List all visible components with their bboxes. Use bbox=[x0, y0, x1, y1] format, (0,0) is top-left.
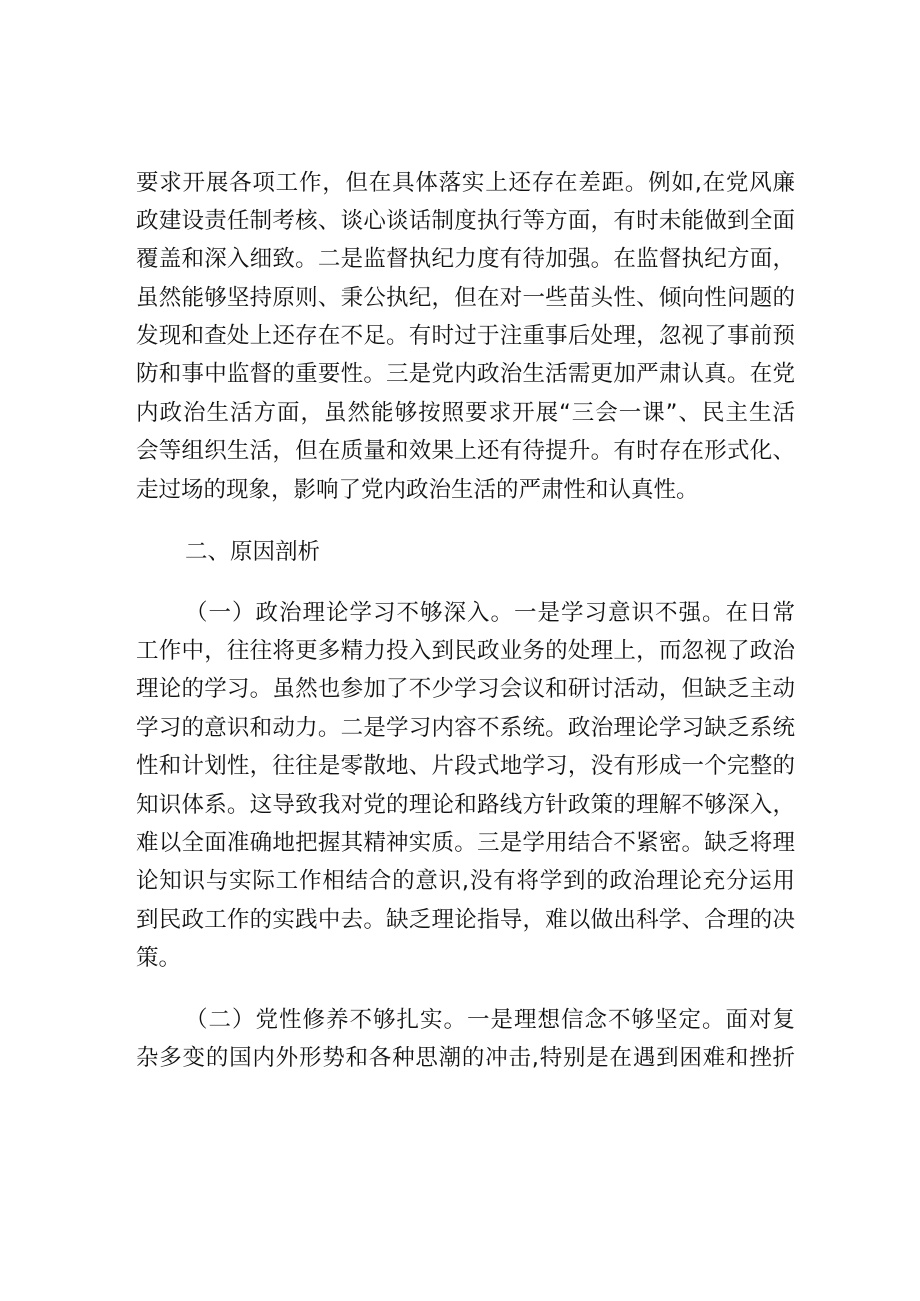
text-line: 知识体系。这导致我对党的理论和路线方针政策的理解不够深入， bbox=[136, 792, 795, 818]
section-heading: 二、原因剖析 bbox=[185, 539, 321, 565]
text-line: 内政治生活方面，虽然能够按照要求开展“三会一课”、民主生活 bbox=[136, 400, 795, 426]
text-line: 走过场的现象，影响了党内政治生活的严肃性和认真性。 bbox=[136, 477, 699, 503]
text-line: 论知识与实际工作相结合的意识,没有将学到的政治理论充分运用 bbox=[136, 868, 795, 894]
text-line: （二）党性修养不够扎实。一是理想信念不够坚定。面对复 bbox=[185, 1007, 795, 1033]
text-line: 要求开展各项工作，但在具体落实上还存在差距。例如,在党风廉 bbox=[136, 170, 795, 196]
text-line: 杂多变的国内外形势和各种思潮的冲击,特别是在遇到困难和挫折 bbox=[136, 1045, 795, 1071]
text-line: 虽然能够坚持原则、秉公执纪，但在对一些苗头性、倾向性问题的 bbox=[136, 285, 795, 311]
text-line: 防和事中监督的重要性。三是党内政治生活需更加严肃认真。在党 bbox=[136, 361, 795, 387]
text-line: 覆盖和深入细致。二是监督执纪力度有待加强。在监督执纪方面， bbox=[136, 246, 795, 272]
text-line: 工作中，往往将更多精力投入到民政业务的处理上，而忽视了政治 bbox=[136, 638, 795, 664]
text-line: 会等组织生活，但在质量和效果上还有待提升。有时存在形式化、 bbox=[136, 438, 795, 464]
text-line: 到民政工作的实践中去。缺乏理论指导，难以做出科学、合理的决 bbox=[136, 907, 795, 933]
text-line: 政建设责任制考核、谈心谈话制度执行等方面，有时未能做到全面 bbox=[136, 208, 795, 234]
text-line: 难以全面准确地把握其精神实质。三是学用结合不紧密。缺乏将理 bbox=[136, 830, 795, 856]
text-line: 理论的学习。虽然也参加了不少学习会议和研讨活动，但缺乏主动 bbox=[136, 676, 795, 702]
text-line: 性和计划性，往往是零散地、片段式地学习，没有形成一个完整的 bbox=[136, 753, 795, 779]
text-line: （一）政治理论学习不够深入。一是学习意识不强。在日常 bbox=[185, 600, 795, 626]
text-line: 策。 bbox=[136, 945, 182, 971]
text-line: 学习的意识和动力。二是学习内容不系统。政治理论学习缺乏系统 bbox=[136, 715, 795, 741]
text-line: 发现和查处上还存在不足。有时过于注重事后处理，忽视了事前预 bbox=[136, 323, 795, 349]
